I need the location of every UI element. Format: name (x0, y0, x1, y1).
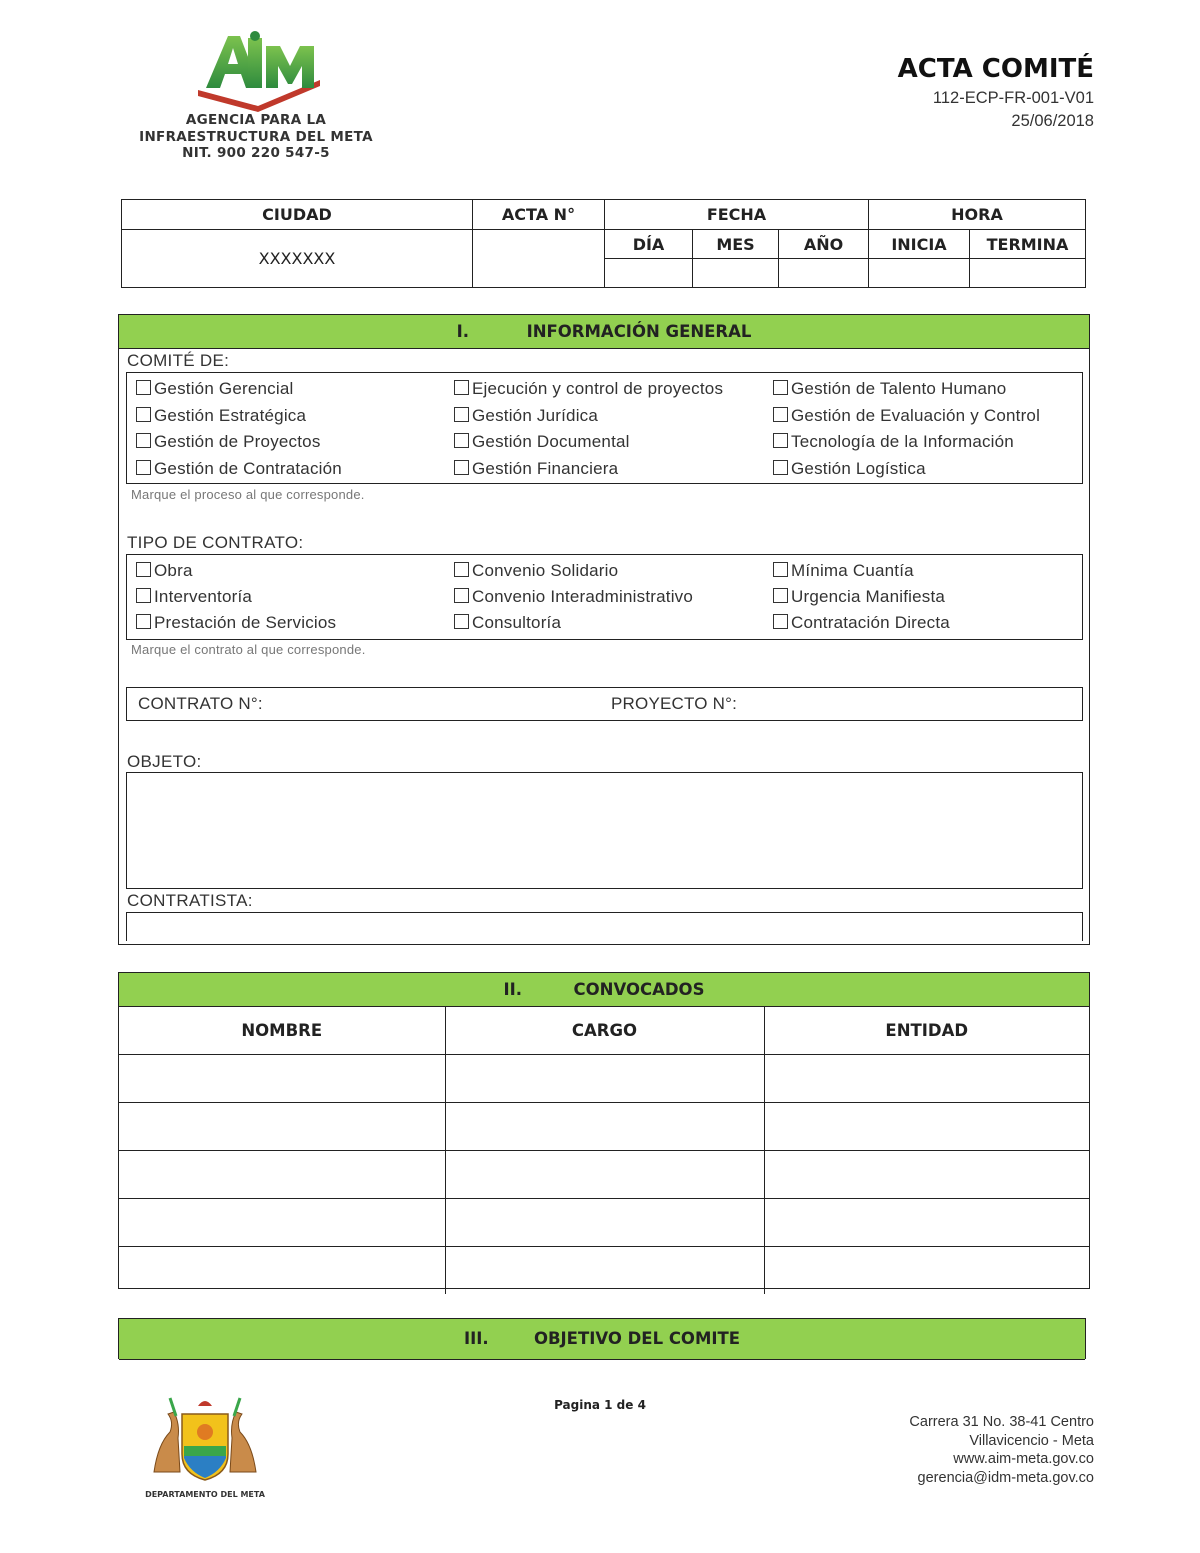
org-line-2: INFRAESTRUCTURA DEL META (139, 128, 373, 145)
checkbox[interactable] (773, 460, 788, 475)
option-label: Convenio Interadministrativo (472, 587, 694, 606)
address-block (909, 1413, 1094, 1487)
checkbox[interactable] (136, 433, 151, 448)
checkbox[interactable] (773, 433, 788, 448)
checkbox[interactable] (773, 614, 788, 629)
section-convocados (118, 972, 1090, 1289)
option-gestion-de-talento-humano[interactable] (773, 379, 1006, 399)
contrato-options-box (126, 554, 1083, 640)
page-number: Pagina 1 de 4 (554, 1398, 646, 1412)
checkbox[interactable] (136, 407, 151, 422)
option-label: Obra (154, 561, 193, 580)
section-number: I. (456, 322, 469, 341)
contrato-no-label: CONTRATO N°: (138, 694, 263, 713)
anio-value[interactable] (779, 259, 869, 288)
contrato-label: TIPO DE CONTRATO: (127, 533, 304, 552)
option-label: Prestación de Servicios (154, 613, 337, 632)
option-label: Mínima Cuantía (791, 561, 914, 580)
contratista-field[interactable] (126, 912, 1083, 941)
address-line: Carrera 31 No. 38-41 Centro (909, 1414, 1094, 1430)
checkbox[interactable] (454, 380, 469, 395)
table-row (119, 1199, 1089, 1247)
column-header-entidad: ENTIDAD (764, 1007, 1089, 1055)
mes-header: MES (693, 230, 779, 259)
option-label: Consultoría (472, 613, 562, 632)
checkbox[interactable] (454, 460, 469, 475)
option-contratacion-directa[interactable] (773, 613, 950, 633)
termina-value[interactable] (970, 259, 1086, 288)
nombre-cell[interactable] (119, 1247, 445, 1295)
table-row (119, 1151, 1089, 1199)
termina-header: TERMINA (970, 230, 1086, 259)
option-label: Gestión de Contratación (154, 458, 342, 478)
checkbox[interactable] (773, 588, 788, 603)
contratista-label: CONTRATISTA: (127, 891, 253, 910)
option-label: Ejecución y control de proyectos (472, 379, 724, 398)
column-header-nombre: NOMBRE (119, 1007, 445, 1055)
option-label: Gestión Jurídica (472, 405, 599, 425)
ciudad-header: CIUDAD (122, 200, 473, 230)
section-number: II. (503, 980, 523, 999)
dia-header: DÍA (605, 230, 693, 259)
entidad-cell[interactable] (764, 1199, 1089, 1247)
entidad-cell[interactable] (764, 1055, 1089, 1103)
checkbox[interactable] (454, 433, 469, 448)
objeto-field[interactable] (126, 772, 1083, 889)
checkbox[interactable] (773, 380, 788, 395)
option-gestion-gerencial[interactable] (136, 379, 293, 399)
table-row (119, 1055, 1089, 1103)
cargo-cell[interactable] (445, 1103, 764, 1151)
column-header-cargo: CARGO (445, 1007, 764, 1055)
option-interventoria[interactable] (136, 587, 252, 607)
option-label: Gestión Gerencial (154, 379, 294, 398)
info-table (121, 199, 1086, 288)
option-convenio-interadministrativo[interactable] (454, 587, 693, 607)
section-number: III. (463, 1329, 489, 1348)
checkbox[interactable] (454, 407, 469, 422)
checkbox[interactable] (454, 614, 469, 629)
dia-value[interactable] (605, 259, 693, 288)
table-row (119, 1247, 1089, 1295)
seal-caption: DEPARTAMENTO DEL META (145, 1490, 265, 1499)
checkbox[interactable] (136, 562, 151, 577)
org-line-1: AGENCIA PARA LA (185, 112, 327, 128)
option-label: Gestión de Evaluación y Control (791, 405, 1041, 425)
convocados-table (119, 1007, 1089, 1294)
option-label: Gestión Logística (791, 458, 926, 478)
objeto-label: OBJETO: (127, 752, 202, 771)
checkbox[interactable] (773, 407, 788, 422)
option-label: Contratación Directa (791, 613, 950, 632)
checkbox[interactable] (136, 614, 151, 629)
cargo-cell[interactable] (445, 1151, 764, 1199)
mes-value[interactable] (693, 259, 779, 288)
option-gestion-estrategica[interactable] (136, 406, 306, 426)
contrato-proyecto-box (126, 687, 1083, 721)
option-label: Convenio Solidario (472, 561, 619, 580)
option-label: Gestión Estratégica (154, 405, 307, 425)
entidad-cell[interactable] (764, 1151, 1089, 1199)
option-label: Urgencia Manifiesta (791, 587, 946, 606)
inicia-header: INICIA (869, 230, 970, 259)
org-line-3: NIT. 900 220 547-5 (182, 145, 330, 161)
comite-hint: Marque el proceso al que corresponde. (131, 487, 365, 502)
option-gestion-de-evaluacion-y-control[interactable] (773, 406, 1040, 426)
option-minima-cuantia[interactable] (773, 561, 914, 581)
option-convenio-solidario[interactable] (454, 561, 618, 581)
option-label: Gestión de Talento Humano (791, 379, 1007, 398)
option-consultoria[interactable] (454, 613, 561, 633)
checkbox[interactable] (454, 562, 469, 577)
anio-header: AÑO (779, 230, 869, 259)
section-objetivo (118, 1318, 1086, 1359)
checkbox[interactable] (136, 380, 151, 395)
option-label: Gestión Documental (472, 432, 630, 451)
document-code: 112-ECP-FR-001-V01 (932, 89, 1094, 107)
checkbox[interactable] (136, 460, 151, 475)
inicia-value[interactable] (869, 259, 970, 288)
checkbox[interactable] (454, 588, 469, 603)
website-link[interactable]: www.aim-meta.gov.co (953, 1451, 1094, 1467)
entidad-cell[interactable] (764, 1103, 1089, 1151)
option-label: Gestión de Proyectos (154, 432, 321, 451)
ciudad-value[interactable]: XXXXXXX (122, 230, 473, 288)
option-label: Interventoría (154, 587, 253, 606)
proyecto-no-label: PROYECTO N°: (611, 694, 738, 713)
option-gestion-de-proyectos[interactable] (136, 432, 321, 452)
nombre-cell[interactable] (119, 1151, 445, 1199)
entidad-cell[interactable] (764, 1247, 1089, 1295)
option-gestion-de-contratacion[interactable] (136, 459, 342, 479)
department-seal-icon (140, 1392, 270, 1484)
table-row (119, 1103, 1089, 1151)
document-date: 25/06/2018 (1011, 112, 1094, 130)
section-header (119, 973, 1089, 1007)
section-title: CONVOCADOS (573, 980, 705, 999)
option-obra[interactable] (136, 561, 193, 581)
fecha-header: FECHA (605, 200, 869, 230)
option-label: Gestión Financiera (472, 458, 619, 478)
option-gestion-financiera[interactable] (454, 459, 618, 479)
hora-header: HORA (869, 200, 1086, 230)
checkbox[interactable] (136, 588, 151, 603)
section-informacion-general (118, 314, 1090, 945)
acta-header: ACTA N° (473, 200, 605, 230)
cargo-cell[interactable] (445, 1055, 764, 1103)
address-line: Villavicencio - Meta (969, 1432, 1094, 1449)
option-tecnologia-de-la-informacion[interactable] (773, 432, 1014, 452)
option-gestion-logistica[interactable] (773, 459, 926, 479)
section-header (119, 1319, 1085, 1360)
option-label: Tecnología de la Información (791, 432, 1014, 451)
cargo-cell[interactable] (445, 1247, 764, 1295)
document-title: ACTA COMITÉ (897, 54, 1094, 84)
cargo-cell[interactable] (445, 1199, 764, 1247)
nombre-cell[interactable] (119, 1055, 445, 1103)
checkbox[interactable] (773, 562, 788, 577)
acta-value[interactable] (473, 230, 605, 288)
section-title: INFORMACIÓN GENERAL (526, 322, 752, 341)
comite-options-box (126, 372, 1083, 484)
section-header (119, 315, 1089, 349)
option-gestion-juridica[interactable] (454, 406, 598, 426)
nombre-cell[interactable] (119, 1199, 445, 1247)
option-urgencia-manifiesta[interactable] (773, 587, 945, 607)
comite-label: COMITÉ DE: (127, 351, 230, 370)
option-ejecucion-y-control-de-proyectos[interactable] (454, 379, 723, 399)
email-link[interactable]: gerencia@idm-meta.gov.co (917, 1469, 1094, 1486)
org-name (120, 112, 392, 162)
contrato-hint: Marque el contrato al que corresponde. (131, 642, 366, 657)
option-prestacion-de-servicios[interactable] (136, 613, 336, 633)
nombre-cell[interactable] (119, 1103, 445, 1151)
option-gestion-documental[interactable] (454, 432, 630, 452)
section-title: OBJETIVO DEL COMITE (533, 1329, 741, 1348)
